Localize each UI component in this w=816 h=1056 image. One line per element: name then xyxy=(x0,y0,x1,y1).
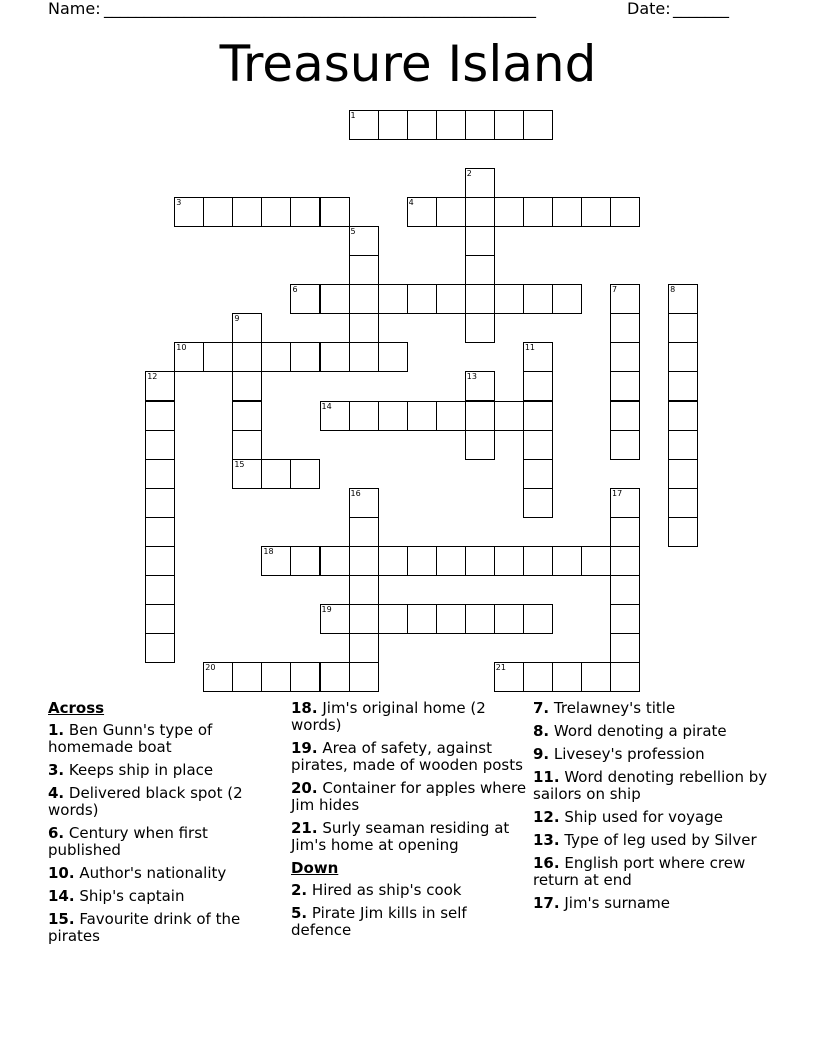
grid-cell[interactable] xyxy=(232,430,262,460)
grid-cell[interactable] xyxy=(523,342,553,372)
clue-item xyxy=(533,769,769,803)
grid-cell[interactable] xyxy=(523,662,553,692)
clue-item xyxy=(533,723,769,740)
clue-number: 2 xyxy=(466,169,472,179)
grid-cell[interactable] xyxy=(610,313,640,343)
clue-item xyxy=(291,700,527,734)
clues-column-3 xyxy=(533,700,769,918)
grid-cell[interactable] xyxy=(261,197,291,227)
grid-cell[interactable] xyxy=(552,546,582,576)
clue-text: Century when first published xyxy=(48,824,208,859)
clue-text: English port where crew return at end xyxy=(533,854,746,889)
grid-cell[interactable] xyxy=(523,401,553,431)
clue-item xyxy=(533,746,769,763)
grid-cell[interactable] xyxy=(523,110,553,140)
grid-cell[interactable] xyxy=(494,197,524,227)
grid-cell[interactable] xyxy=(349,284,379,314)
grid-cell[interactable] xyxy=(610,633,640,663)
grid-cell[interactable] xyxy=(232,371,262,401)
clue-number: 3 xyxy=(176,198,182,208)
clue-number-label: 7. xyxy=(533,699,550,717)
clue-text: Ship's captain xyxy=(74,887,185,905)
clues-column-2 xyxy=(291,700,527,945)
clue-number: 11 xyxy=(524,343,536,353)
grid-cell[interactable] xyxy=(523,546,553,576)
clue-item xyxy=(48,722,284,756)
clue-number: 7 xyxy=(612,285,618,295)
clue-number-label: 19. xyxy=(291,739,318,757)
clue-item xyxy=(48,785,284,819)
clue-text: Surly seaman residing at Jim's home at opening xyxy=(291,819,510,854)
grid-cell[interactable] xyxy=(668,401,698,431)
grid-cell[interactable] xyxy=(203,197,233,227)
clue-number: 8 xyxy=(670,285,676,295)
clue-text: Delivered black spot (2 words) xyxy=(48,784,243,819)
grid-cell[interactable] xyxy=(552,197,582,227)
grid-cell[interactable] xyxy=(465,284,495,314)
grid-cell[interactable] xyxy=(261,662,291,692)
clue-item xyxy=(48,911,284,945)
page-title: Treasure Island xyxy=(219,35,597,93)
clue-number-label: 6. xyxy=(48,824,65,842)
grid-cell[interactable] xyxy=(436,284,466,314)
grid-cell[interactable] xyxy=(261,342,291,372)
grid-cell[interactable] xyxy=(610,662,640,692)
grid-cell[interactable] xyxy=(610,488,640,518)
clue-number: 4 xyxy=(408,198,414,208)
grid-cell[interactable] xyxy=(145,546,175,576)
grid-cell[interactable] xyxy=(436,197,466,227)
grid-cell[interactable] xyxy=(349,401,379,431)
clue-item xyxy=(291,905,527,939)
grid-cell[interactable] xyxy=(465,371,495,401)
clue-number: 18 xyxy=(263,546,274,556)
clue-number: 15 xyxy=(234,459,245,469)
grid-cell[interactable] xyxy=(407,197,437,227)
clue-item xyxy=(48,825,284,859)
grid-cell[interactable] xyxy=(145,488,175,518)
clue-text: Type of leg used by Silver xyxy=(559,831,757,849)
clue-number-label: 3. xyxy=(48,761,65,779)
grid-cell[interactable] xyxy=(203,662,233,692)
clue-text: Trelawney's title xyxy=(549,699,676,717)
grid-cell[interactable] xyxy=(523,371,553,401)
clue-number: 20 xyxy=(205,662,216,672)
clue-number: 19 xyxy=(321,604,332,614)
grid-cell[interactable] xyxy=(232,459,262,489)
grid-cell[interactable] xyxy=(349,313,379,343)
grid-cell[interactable] xyxy=(349,662,379,692)
grid-cell[interactable] xyxy=(174,197,204,227)
grid-cell[interactable] xyxy=(349,575,379,605)
grid-cell[interactable] xyxy=(232,313,262,343)
grid-cell[interactable] xyxy=(610,401,640,431)
clue-text: Jim's original home (2 words) xyxy=(291,699,486,734)
grid-cell[interactable] xyxy=(349,342,379,372)
grid-cell[interactable] xyxy=(494,401,524,431)
clue-text: Pirate Jim kills in self defence xyxy=(291,904,467,939)
clue-number-label: 1. xyxy=(48,721,65,739)
grid-cell[interactable] xyxy=(290,546,320,576)
grid-cell[interactable] xyxy=(494,284,524,314)
grid-cell[interactable] xyxy=(290,197,320,227)
grid-cell[interactable] xyxy=(145,430,175,460)
clue-number: 12 xyxy=(147,372,158,382)
grid-cell[interactable] xyxy=(378,604,408,634)
grid-cell[interactable] xyxy=(407,284,437,314)
clue-item xyxy=(533,855,769,889)
clue-text: Container for apples where Jim hides xyxy=(291,779,527,814)
clue-text: Jim's surname xyxy=(559,894,671,912)
clue-number-label: 4. xyxy=(48,784,65,802)
clue-text: Keeps ship in place xyxy=(64,761,214,779)
grid-cell[interactable] xyxy=(523,197,553,227)
grid-cell[interactable] xyxy=(465,546,495,576)
clue-number-label: 17. xyxy=(533,894,560,912)
grid-cell[interactable] xyxy=(668,459,698,489)
grid-cell[interactable] xyxy=(407,546,437,576)
grid-cell[interactable] xyxy=(668,517,698,547)
clue-number: 14 xyxy=(321,401,332,411)
grid-cell[interactable] xyxy=(174,342,204,372)
clue-item xyxy=(291,780,527,814)
clue-item xyxy=(533,700,769,717)
clue-number-label: 5. xyxy=(291,904,308,922)
clue-number-label: 8. xyxy=(533,722,550,740)
grid-cell[interactable] xyxy=(436,604,466,634)
clue-number: 1 xyxy=(350,111,356,120)
clue-text: Area of safety, against pirates, made of wooden posts xyxy=(291,739,523,774)
grid-cell[interactable] xyxy=(523,459,553,489)
clue-text: Livesey's profession xyxy=(549,745,705,763)
clue-text: Ship used for voyage xyxy=(559,808,723,826)
grid-cell[interactable] xyxy=(494,662,524,692)
grid-cell[interactable] xyxy=(320,401,350,431)
clue-number: 21 xyxy=(495,662,506,672)
grid-cell[interactable] xyxy=(465,255,495,285)
clue-number-label: 15. xyxy=(48,910,75,928)
grid-cell[interactable] xyxy=(668,342,698,372)
grid-cell[interactable] xyxy=(349,255,379,285)
grid-cell[interactable] xyxy=(668,284,698,314)
name-line[interactable]: ______________________________________________________ xyxy=(104,0,536,18)
clue-number: 17 xyxy=(612,488,623,498)
grid-cell[interactable] xyxy=(610,604,640,634)
grid-cell[interactable] xyxy=(232,401,262,431)
grid-cell[interactable] xyxy=(320,197,350,227)
grid-cell[interactable] xyxy=(145,371,175,401)
grid-cell[interactable] xyxy=(581,197,611,227)
grid-cell[interactable] xyxy=(232,197,262,227)
grid-cell[interactable] xyxy=(378,342,408,372)
grid-cell[interactable] xyxy=(523,284,553,314)
grid-cell[interactable] xyxy=(465,197,495,227)
clue-text: Ben Gunn's type of homemade boat xyxy=(48,721,213,756)
grid-cell[interactable] xyxy=(378,110,408,140)
grid-cell[interactable] xyxy=(407,604,437,634)
grid-cell[interactable] xyxy=(610,342,640,372)
grid-cell[interactable] xyxy=(320,284,350,314)
clue-number-label: 12. xyxy=(533,808,560,826)
grid-cell[interactable] xyxy=(523,488,553,518)
grid-cell[interactable] xyxy=(581,662,611,692)
clue-text: Word denoting rebellion by sailors on ship xyxy=(533,768,768,803)
grid-cell[interactable] xyxy=(145,401,175,431)
grid-cell[interactable] xyxy=(290,459,320,489)
grid-cell[interactable] xyxy=(232,342,262,372)
grid-cell[interactable] xyxy=(465,313,495,343)
grid-cell[interactable] xyxy=(610,430,640,460)
grid-cell[interactable] xyxy=(349,546,379,576)
clue-text: Hired as ship's cook xyxy=(307,881,462,899)
grid-cell[interactable] xyxy=(407,401,437,431)
grid-cell[interactable] xyxy=(378,401,408,431)
clue-item xyxy=(533,895,769,912)
clue-number: 6 xyxy=(292,285,298,295)
grid-cell[interactable] xyxy=(610,284,640,314)
grid-cell[interactable] xyxy=(610,371,640,401)
grid-cell[interactable] xyxy=(320,342,350,372)
grid-cell[interactable] xyxy=(378,546,408,576)
clue-number-label: 21. xyxy=(291,819,318,837)
grid-cell[interactable] xyxy=(494,604,524,634)
grid-cell[interactable] xyxy=(523,604,553,634)
across-heading: Across xyxy=(48,699,105,717)
grid-cell[interactable] xyxy=(203,342,233,372)
grid-cell[interactable] xyxy=(232,662,262,692)
clue-item xyxy=(291,820,527,854)
grid-cell[interactable] xyxy=(145,633,175,663)
clue-number-label: 18. xyxy=(291,699,318,717)
grid-cell[interactable] xyxy=(494,546,524,576)
clue-item xyxy=(533,832,769,849)
grid-cell[interactable] xyxy=(320,546,350,576)
clue-item xyxy=(48,762,284,779)
clue-number: 5 xyxy=(350,227,356,237)
date-label: Date: xyxy=(627,0,671,18)
clue-text: Author's nationality xyxy=(74,864,227,882)
grid-cell[interactable] xyxy=(465,110,495,140)
clue-item xyxy=(291,882,527,899)
grid-cell[interactable] xyxy=(290,662,320,692)
grid-cell[interactable] xyxy=(261,459,291,489)
grid-cell[interactable] xyxy=(349,633,379,663)
grid-cell[interactable] xyxy=(436,546,466,576)
name-label: Name: xyxy=(48,0,101,18)
grid-cell[interactable] xyxy=(581,546,611,576)
grid-cell[interactable] xyxy=(552,284,582,314)
clue-number-label: 14. xyxy=(48,887,75,905)
clue-number-label: 9. xyxy=(533,745,550,763)
grid-cell[interactable] xyxy=(465,168,495,198)
clue-text: Word denoting a pirate xyxy=(549,722,727,740)
grid-cell[interactable] xyxy=(378,284,408,314)
grid-cell[interactable] xyxy=(349,517,379,547)
clue-number-label: 2. xyxy=(291,881,308,899)
clue-item xyxy=(48,888,284,905)
grid-cell[interactable] xyxy=(610,517,640,547)
clue-number-label: 10. xyxy=(48,864,75,882)
grid-cell[interactable] xyxy=(349,110,379,140)
grid-cell[interactable] xyxy=(145,459,175,489)
grid-cell[interactable] xyxy=(465,401,495,431)
clue-item xyxy=(533,809,769,826)
grid-cell[interactable] xyxy=(465,226,495,256)
clue-number: 10 xyxy=(176,343,187,353)
grid-cell[interactable] xyxy=(668,313,698,343)
grid-cell[interactable] xyxy=(552,662,582,692)
grid-cell[interactable] xyxy=(320,604,350,634)
grid-cell[interactable] xyxy=(145,517,175,547)
grid-cell[interactable] xyxy=(523,430,553,460)
clue-number-label: 16. xyxy=(533,854,560,872)
grid-cell[interactable] xyxy=(436,110,466,140)
clue-item xyxy=(48,865,284,882)
grid-cell[interactable] xyxy=(494,110,524,140)
grid-cell[interactable] xyxy=(349,226,379,256)
grid-cell[interactable] xyxy=(349,488,379,518)
grid-cell[interactable] xyxy=(610,546,640,576)
clue-number-label: 20. xyxy=(291,779,318,797)
grid-cell[interactable] xyxy=(290,284,320,314)
clue-number: 9 xyxy=(234,314,240,324)
grid-cell[interactable] xyxy=(290,342,320,372)
clue-item xyxy=(291,740,527,774)
grid-cell[interactable] xyxy=(668,371,698,401)
grid-cell[interactable] xyxy=(465,430,495,460)
clue-number: 16 xyxy=(350,488,361,498)
clue-number-label: 11. xyxy=(533,768,560,786)
clue-number: 13 xyxy=(466,372,477,382)
clue-text: Favourite drink of the pirates xyxy=(48,910,241,945)
grid-cell[interactable] xyxy=(145,575,175,605)
down-heading: Down xyxy=(291,859,339,877)
grid-cell[interactable] xyxy=(465,604,495,634)
grid-cell[interactable] xyxy=(320,662,350,692)
grid-cell[interactable] xyxy=(668,488,698,518)
grid-cell[interactable] xyxy=(610,197,640,227)
clues-column-1 xyxy=(48,700,284,951)
grid-cell[interactable] xyxy=(668,430,698,460)
grid-cell[interactable] xyxy=(610,575,640,605)
grid-cell[interactable] xyxy=(261,546,291,576)
clue-number-label: 13. xyxy=(533,831,560,849)
grid-cell[interactable] xyxy=(436,401,466,431)
grid-cell[interactable] xyxy=(407,110,437,140)
date-line[interactable]: _______ xyxy=(673,0,729,18)
grid-cell[interactable] xyxy=(349,604,379,634)
grid-cell[interactable] xyxy=(145,604,175,634)
